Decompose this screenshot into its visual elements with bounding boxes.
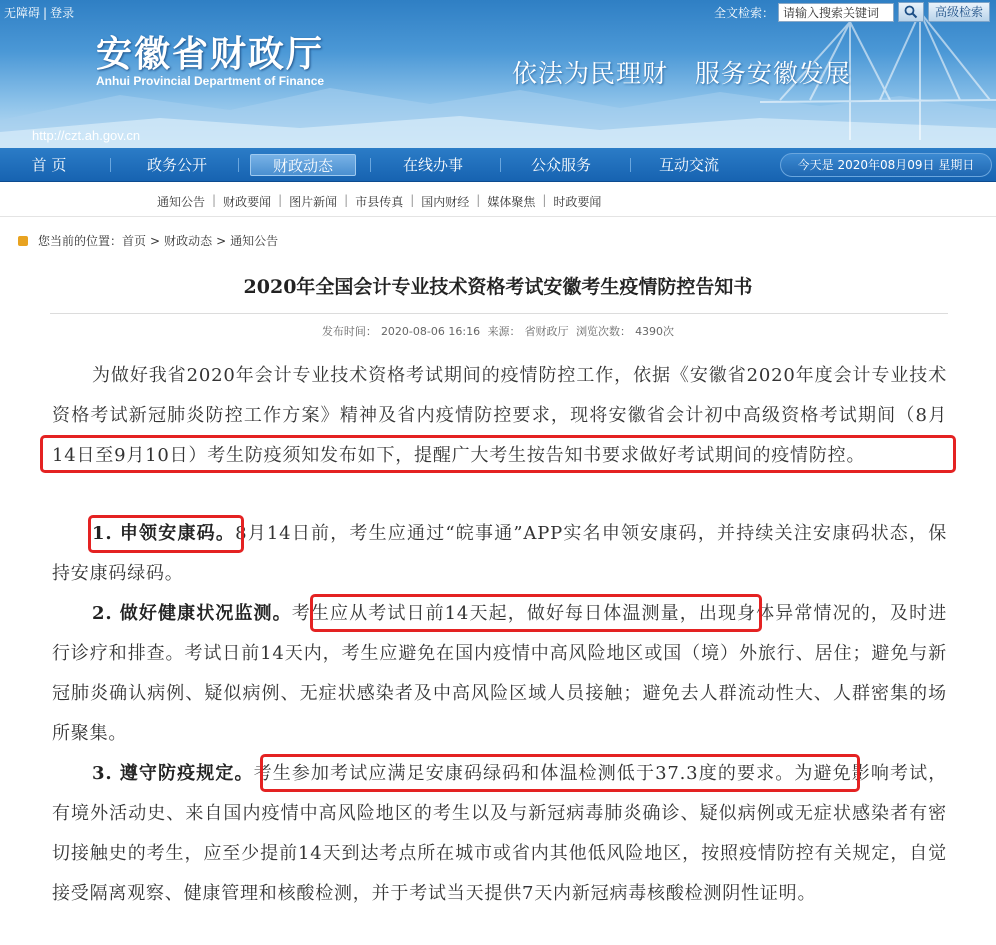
sub-nav: 通知公告 | 财政要闻 | 图片新闻 | 市县传真 | 国内财经 | 媒体聚焦 | 时政要闻 xyxy=(0,183,996,217)
breadcrumb-item-home[interactable]: 首页 xyxy=(122,234,147,248)
article-paragraph-health-monitoring xyxy=(52,594,947,754)
subnav-item-county-news[interactable]: 市县传真 xyxy=(355,195,404,209)
site-title: 安徽省财政厅 xyxy=(96,33,325,75)
nav-item-finance-news[interactable]: 财政动态 xyxy=(250,154,356,176)
section-heading-epidemic-rules: 3. 遵守防疫规定。 xyxy=(92,763,254,784)
topbar-links xyxy=(4,4,74,21)
health-code-text: 8月14日前，考生应通过“皖事通”APP实名申领安康码，并持续关注安康码状态，保持安康码绿码。 xyxy=(52,523,947,584)
topbar-separator: | xyxy=(43,6,48,20)
intro-highlighted-text: 资格考试期间（8月14日至9月10日）考生防疫须知发布如下，提醒广大考生按告知书要求做好考 xyxy=(52,405,947,466)
breadcrumb-item-finance-news[interactable]: 财政动态 xyxy=(164,234,213,248)
article-paragraph-intro xyxy=(52,356,947,476)
intro-text: 为做好我省2020年会计专业技术资格考试期间的疫情防控工作，依据《安徽省2020年度会计专业技术资格考试新冠肺炎防控工作方案》精神及省内疫情防控要求，现将安徽省会计初中高级 xyxy=(52,365,947,426)
source-label: 来源： xyxy=(487,325,521,338)
accessibility-link[interactable]: 无障碍 xyxy=(4,6,41,20)
nav-item-interaction[interactable]: 互动交流 xyxy=(658,156,719,174)
nav-item-government-affairs[interactable]: 政务公开 xyxy=(146,156,207,174)
search-bar xyxy=(714,2,990,22)
site-slogan: 依法为民理财 服务安徽发展 xyxy=(512,59,851,88)
publish-date-label: 发布时间： xyxy=(321,325,377,338)
nav-divider xyxy=(370,158,371,172)
section-heading-health-code: 1. 申领安康码。 xyxy=(92,523,236,544)
site-banner xyxy=(0,0,996,148)
epidemic-rules-text: 为避免影响考试，有境外活动史、来自国内疫情中高风险地区的考生以及与新冠病毒肺炎确诊、疑似病例或无症状感染者有密切接触史的考生，应至少提前14天到达考点所在城市或省内其他低风险地区，按照疫情防控有关规定，自觉接受隔离观察、健康管理和核酸检测，并于考试当天提供7天内新冠病毒核酸检测阴性证明。 xyxy=(52,763,948,904)
source: 省财政厅 xyxy=(524,325,569,338)
article-title: 2020年全国会计专业技术资格考试安徽考生疫情防控告知书 xyxy=(243,276,753,298)
breadcrumb-arrow: > xyxy=(150,233,161,248)
nav-divider xyxy=(110,158,111,172)
health-monitoring-highlighted-text: 考生应从考试日前14天起，做好每日体温测量 xyxy=(291,603,680,624)
nav-item-public-services[interactable]: 公众服务 xyxy=(530,156,591,174)
search-icon xyxy=(904,5,918,19)
publish-date: 2020-08-06 16:16 xyxy=(380,325,481,338)
nav-item-online-services[interactable]: 在线办事 xyxy=(402,156,463,174)
site-title-english: Anhui Provincial Department of Finance xyxy=(96,74,325,88)
view-count: 4390次 xyxy=(635,325,675,338)
current-date: 今天是 2020年08月09日 星期日 xyxy=(780,153,992,177)
nav-divider xyxy=(500,158,501,172)
subnav-item-current-affairs[interactable]: 时政要闻 xyxy=(553,195,602,209)
intro-text-tail: 试期间的疫情防控。 xyxy=(696,445,866,466)
nav-item-home[interactable]: 首 页 xyxy=(31,156,67,174)
breadcrumb-label: 您当前的位置： xyxy=(38,234,123,248)
search-input[interactable] xyxy=(778,3,894,22)
article-paragraph-health-code xyxy=(52,514,947,594)
site-url: http://czt.ah.gov.cn xyxy=(32,128,141,143)
nav-divider xyxy=(238,158,239,172)
section-heading-health-monitoring: 2. 做好健康状况监测。 xyxy=(92,603,292,624)
search-button[interactable] xyxy=(898,2,924,22)
login-link[interactable]: 登录 xyxy=(50,6,75,20)
search-label: 全文检索： xyxy=(713,5,774,20)
subnav-item-domestic-finance[interactable]: 国内财经 xyxy=(421,195,470,209)
breadcrumb-item-notices[interactable]: 通知公告 xyxy=(230,234,279,248)
article-paragraph-epidemic-rules xyxy=(52,754,947,914)
title-divider xyxy=(50,313,948,314)
advanced-search-button[interactable]: 高级检索 xyxy=(928,2,990,22)
views-label: 浏览次数： xyxy=(576,325,632,338)
subnav-item-media-focus[interactable]: 媒体聚焦 xyxy=(487,195,536,209)
subnav-item-finance-headlines[interactable]: 财政要闻 xyxy=(223,195,272,209)
breadcrumb xyxy=(18,232,278,249)
subnav-item-notices[interactable]: 通知公告 xyxy=(157,195,206,209)
epidemic-rules-highlighted-text: 考生参加考试应满足安康码绿码和体温检测低于37.3度的要求。 xyxy=(253,763,795,784)
subnav-item-photo-news[interactable]: 图片新闻 xyxy=(289,195,338,209)
location-marker-icon xyxy=(18,236,28,246)
breadcrumb-arrow: > xyxy=(216,233,227,248)
article-meta xyxy=(0,323,996,339)
nav-divider xyxy=(630,158,631,172)
main-nav xyxy=(0,148,996,182)
health-monitoring-text: ，出现身体异常情况的，及时进行诊疗和排查。考试日前14天内，考生应避免在国内疫情中高风险地区或国（境）外旅行、居住；避免与新冠肺炎确认病例、疑似病例、无症状感染者及中高风险区域人员接触；避免去人群流动性大、人群密集的场所聚集。 xyxy=(52,603,947,744)
